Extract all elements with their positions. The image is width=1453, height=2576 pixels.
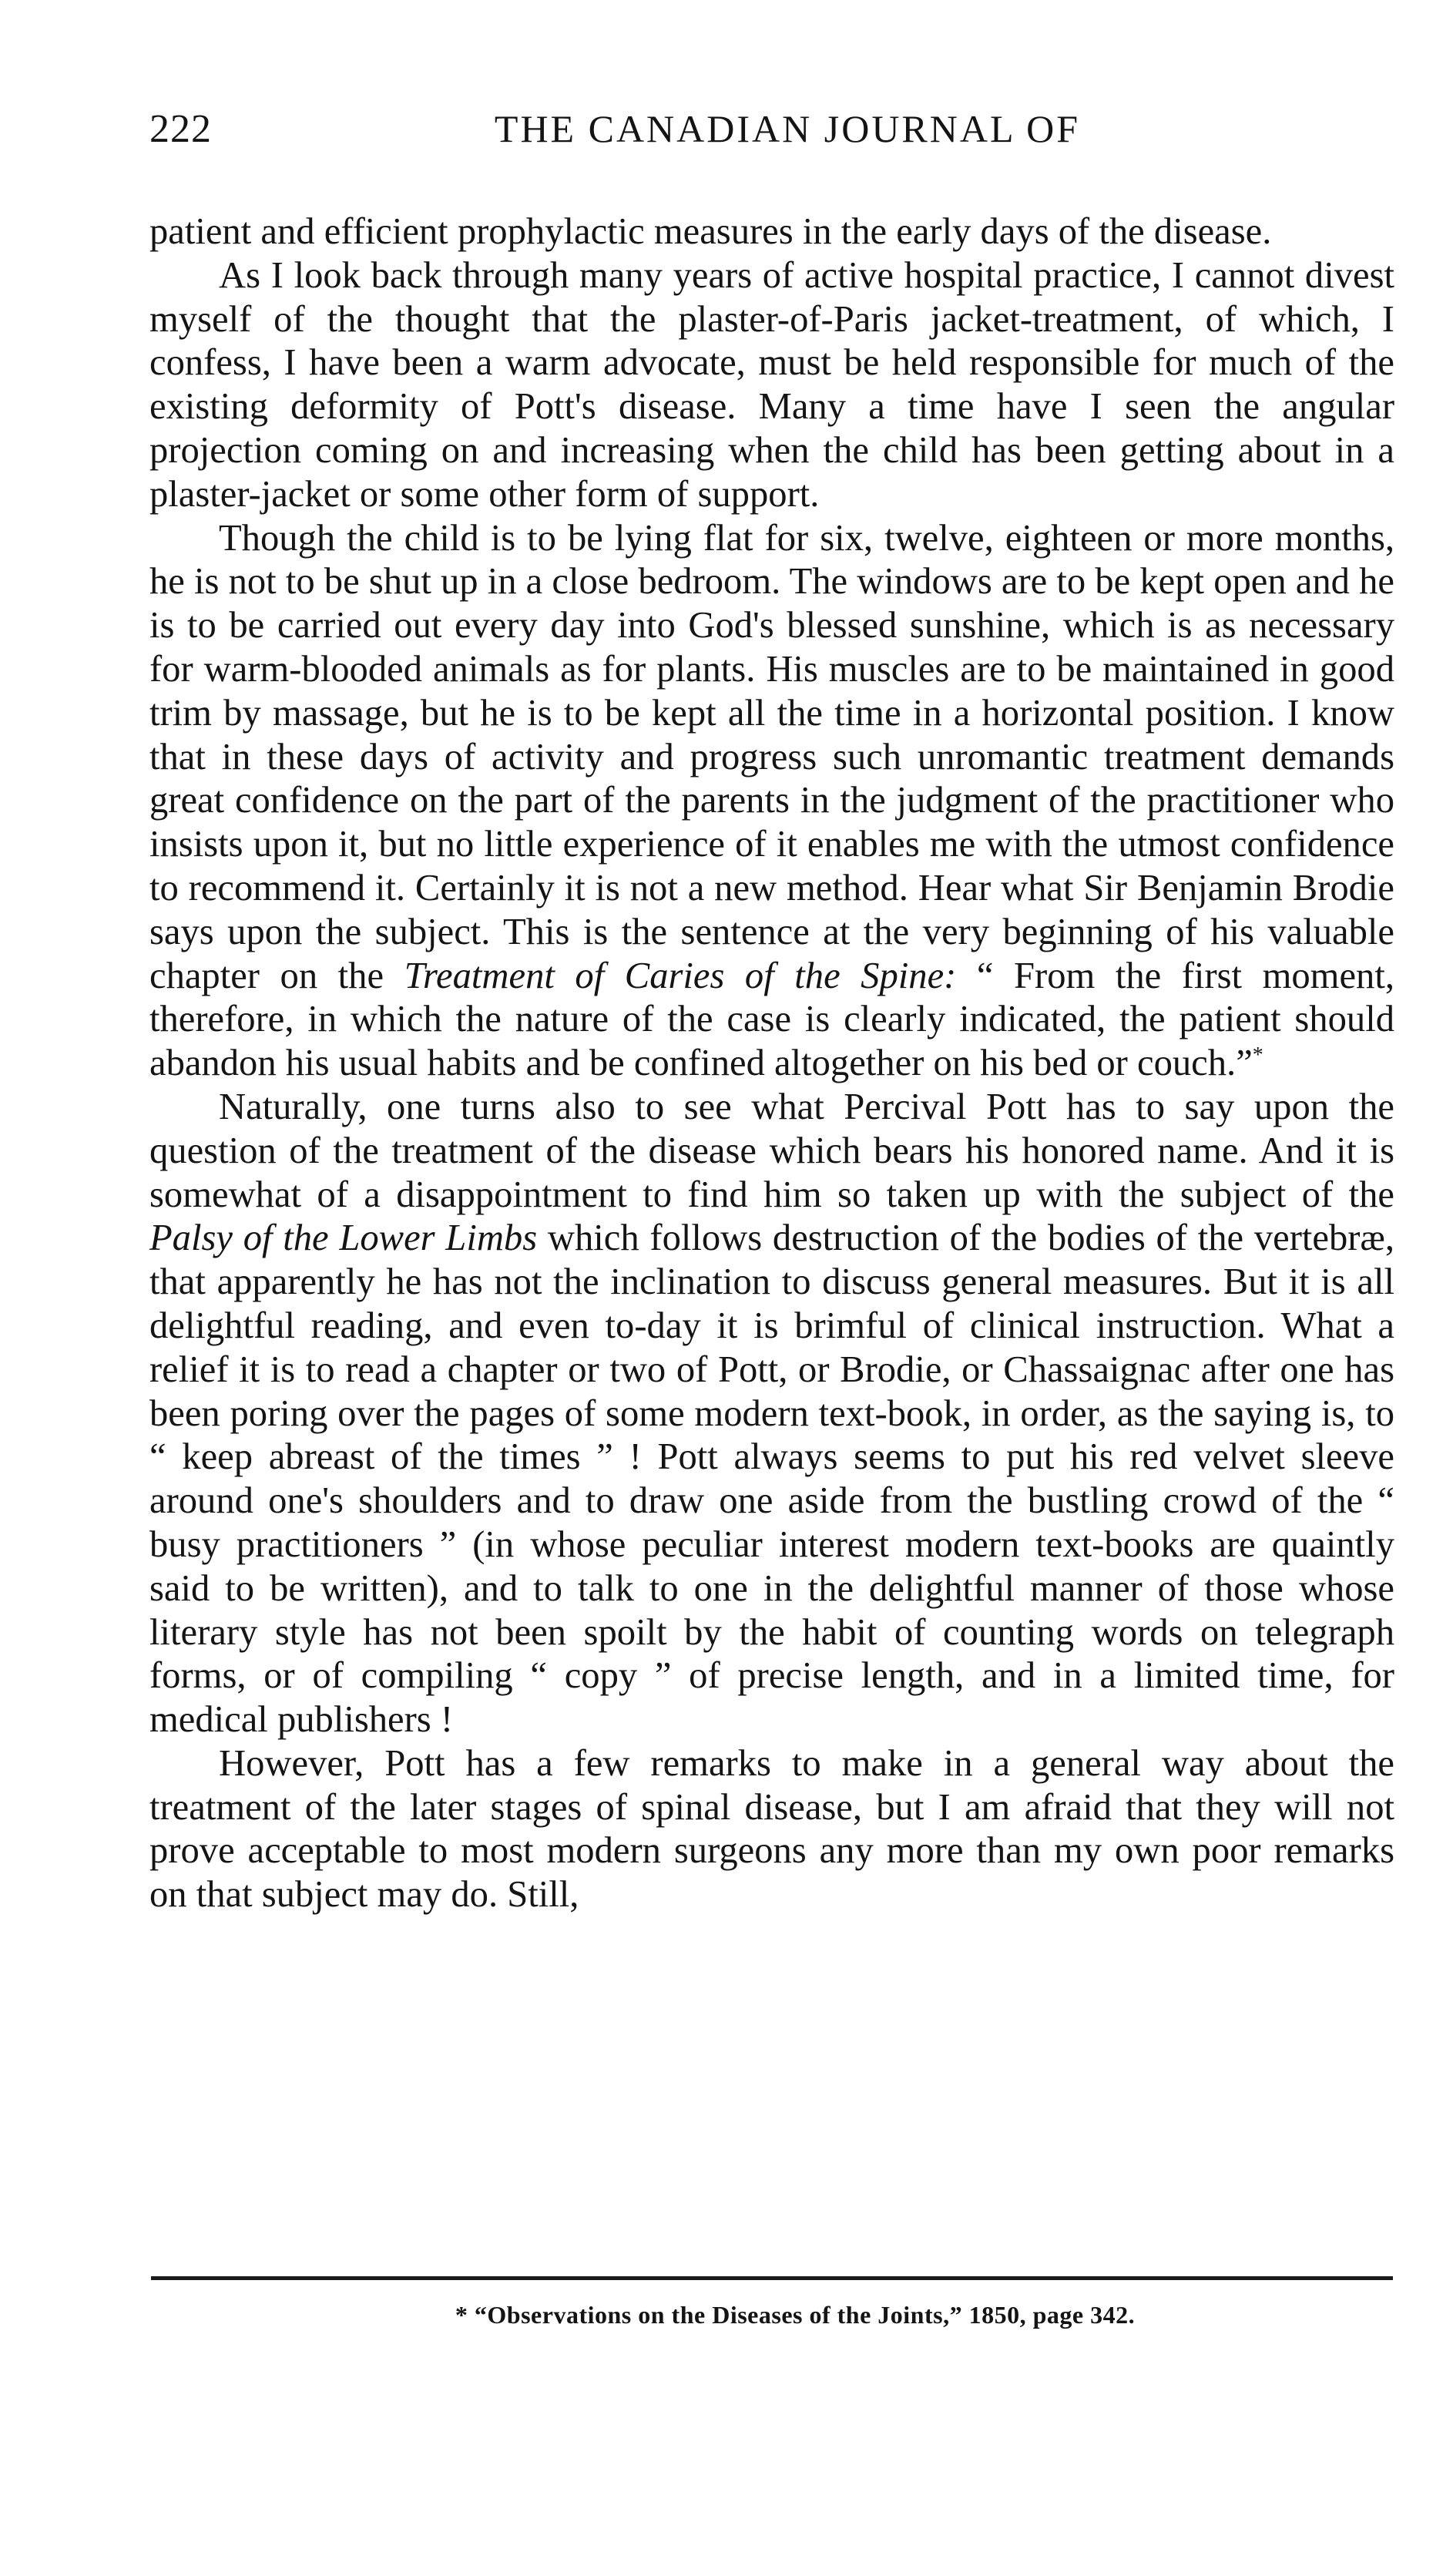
brodie-quotation: “ From the first moment, therefore, in which the nature of the case is clearly indicated, the patient should abandon his usual habits and be confined altogether on his bed or couch.” [149, 954, 1394, 1084]
paragraph-4-continued: which follows destruction of the bodies of the vertebræ, that apparently he has not the inclination to discuss general measures. But it is all delightful reading, and even to-day it is brimful of clinical instruction. What a relief it is to read a chapter or two of Pott, or Brodie, or Chassaignac after one has been poring over the pages of some modern text-book, in order, as the saying is, to “ keep abreast of the times ” ! Pott always seems to put his red velvet sleeve around one's shoulders and to draw one aside from the bustling crowd of the “ busy practitioners ” (in whose peculiar interest modern text-books are quaintly said to be written), and to talk to one in the delightful manner of those whose literary style has not been spoilt by the habit of counting words on telegraph forms, or of compiling “ copy ” of precise length, and in a limited time, for medical publishers ! [149, 1217, 1394, 1741]
footnote-divider [151, 2276, 1393, 2280]
running-head [149, 106, 1394, 160]
paragraph-4 [149, 1085, 1394, 1741]
paragraph-3-text: Though the child is to be lying flat for six, twelve, eighteen or more months, he is not to be shut up in a close bedroom. The windows are to be kept open and he is to be carried out every day into God's blessed sunshine, which is as necessary for warm-blooded animals as for plants. His muscles are to be maintained in good trim by massage, but he is to be kept all the time in a horizontal position. I know that in these days of activity and progress such unromantic treatment demands great confidence on the part of the parents in the judgment of the practitioner who insists upon it, but no little experience of it enables me with the utmost confidence to recommend it. Certainly it is not a new method. Hear what Sir Benjamin Brodie says upon the subject. This is the sentence at the very beginning of his valuable chapter on the [149, 516, 1394, 996]
page-number: 222 [149, 107, 212, 151]
pott-subject-title: Palsy of the Lower Limbs [149, 1217, 538, 1259]
paragraph-4-text: Naturally, one turns also to see what Percival Pott has to say upon the question of the treatment of the disease which bears his honored name. And it is somewhat of a disappointment to find him so taken up with the subject of the [149, 1085, 1394, 1215]
brodie-chapter-title: Treatment of Caries of the Spine: [404, 954, 957, 996]
footnote: * “Observations on the Diseases of the Joints,” 1850, page 342. [455, 2301, 1136, 2329]
journal-title: THE CANADIAN JOURNAL OF [494, 107, 1081, 150]
paragraph-5: However, Pott has a few remarks to make in a general way about the treatment of the later stages of spinal disease, but I am afraid that they will not prove acceptable to most modern surgeons any more than my own poor remarks on that subject may do. Still, [149, 1741, 1394, 1916]
article-body [149, 210, 1394, 1916]
footnote-marker: * [1252, 1043, 1263, 1067]
paragraph-2: As I look back through many years of active hospital practice, I cannot divest myself of the thought that the plaster-of-Paris jacket-treatment, of which, I confess, I have been a warm advocate, must be held responsible for much of the existing deformity of Pott's disease. Many a time have I seen the angular projection coming on and increasing when the child has been getting about in a plaster-jacket or some other form of support. [149, 254, 1394, 515]
paragraph-3 [149, 516, 1394, 1085]
paragraph-1: patient and efficient prophylactic measures in the early days of the disease. [149, 210, 1272, 252]
